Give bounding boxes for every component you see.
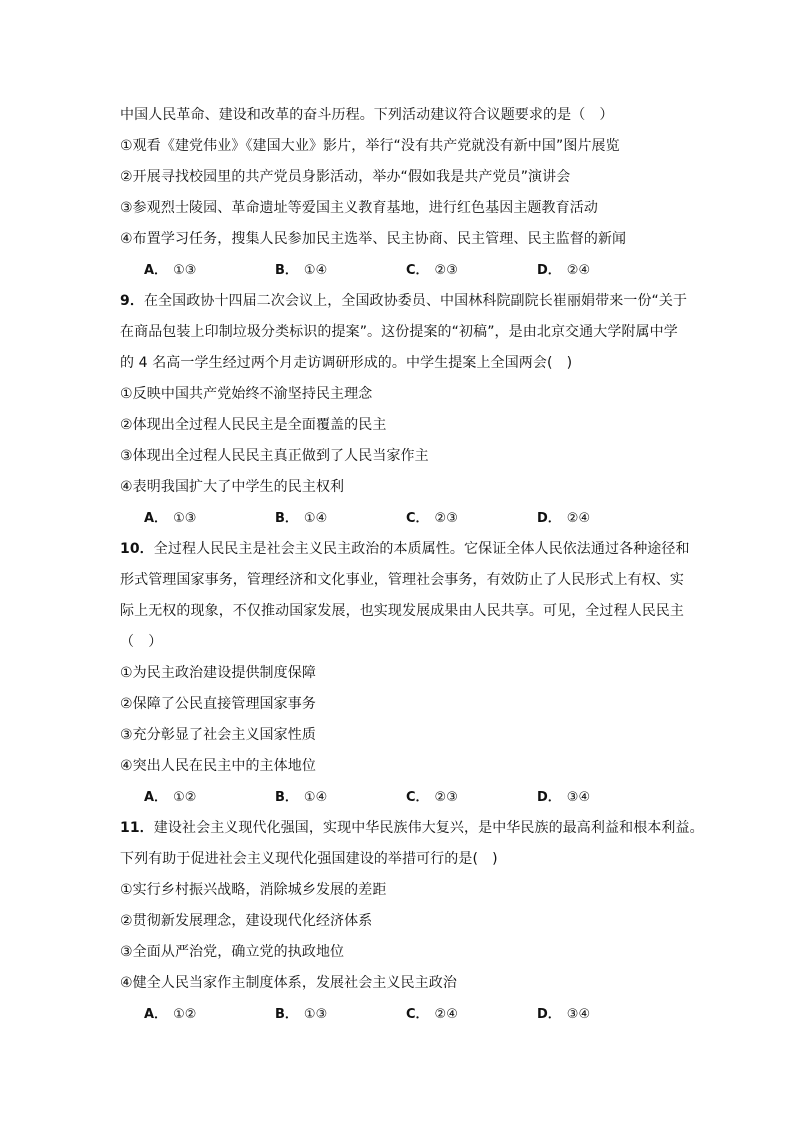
option-1: ①为民主政治建设提供制度保障 [120,665,316,681]
answer-b: B． ①④ [275,511,328,526]
answer-b: B． ①④ [275,790,328,805]
answer-choices [120,255,680,286]
question-stem-line-2: 下列有助于促进社会主义现代化强国建设的举措可行的是( ) [120,851,498,867]
option-3: ③全面从严治党，确立党的执政地位 [120,944,345,960]
answer-b: B． ①③ [275,1007,328,1022]
answer-d: D． ②④ [537,263,591,278]
answer-b: B． ①④ [275,263,328,278]
question-stem-line-2: 形式管理国家事务，管理经济和文化事业，管理社会事务，有效防止了人民形式上有权、实 [120,572,684,588]
answer-a: A． ①② [144,790,197,805]
question-stem-line-1: 9．在全国政协十四届二次会议上，全国政协委员、中国林科院副院长崔丽娟带来一份“关于 [120,293,688,309]
question-stem-line-2: 在商品包装上印制垃圾分类标识的提案”。这份提案的“初稿”，是由北京交通大学附属中学 [120,324,678,340]
answer-c: C． ②③ [406,511,458,526]
option-1: ①观看《建党伟业》《建国大业》影片，举行“没有共产党就没有新中国”图片展览 [120,138,620,154]
answer-a: A． ①③ [144,263,197,278]
question-stem: 中国人民革命、建设和改革的奋斗历程。下列活动建议符合议题要求的是（ ） [120,107,614,123]
question-number: 10． [120,541,154,557]
answer-d: D． ③④ [537,1007,591,1022]
question-stem-line-3: 的 4 名高一学生经过两个月走访调研形成的。中学生提案上全国两会( ) [120,355,573,371]
answer-choices [120,999,680,1030]
option-1: ①反映中国共产党始终不渝坚持民主理念 [120,386,373,402]
answer-a: A． ①② [144,1007,197,1022]
option-3: ③充分彰显了社会主义国家性质 [120,727,316,743]
option-2: ②保障了公民直接管理国家事务 [120,696,316,712]
option-4: ④健全人民当家作主制度体系，发展社会主义民主政治 [120,975,457,991]
option-1: ①实行乡村振兴战略，消除城乡发展的差距 [120,882,387,898]
question-10 [120,534,690,813]
option-2: ②贯彻新发展理念，建设现代化经济体系 [120,913,373,929]
option-4: ④布置学习任务，搜集人民参加民主选举、民主协商、民主管理、民主监督的新闻 [120,231,627,247]
question-11 [120,813,704,1030]
option-3: ③体现出全过程人民民主真正做到了人民当家作主 [120,448,429,464]
exam-page [120,100,704,1030]
answer-choices [120,503,680,534]
option-4: ④突出人民在民主中的主体地位 [120,758,316,774]
question-8-tail [120,100,680,286]
answer-c: C． ②④ [406,1007,458,1022]
question-9 [120,286,688,534]
option-4: ④表明我国扩大了中学生的民主权利 [120,479,345,495]
question-number: 9． [120,293,144,309]
answer-c: C． ②③ [406,790,458,805]
option-3: ③参观烈士陵园、革命遗址等爱国主义教育基地，进行红色基因主题教育活动 [120,200,598,216]
question-stem-line-1: 10．全过程人民民主是社会主义民主政治的本质属性。它保证全体人民依法通过各种途径和 [120,541,690,557]
question-number: 11． [120,820,154,836]
answer-c: C． ②③ [406,263,458,278]
option-2: ②开展寻找校园里的共产党员身影活动，举办“假如我是共产党员”演讲会 [120,169,571,185]
question-stem-line-3: 际上无权的现象，不仅推动国家发展，也实现发展成果由人民共享。可见，全过程人民民主 [120,603,684,619]
answer-choices [120,782,680,813]
answer-a: A． ①③ [144,511,197,526]
option-2: ②体现出全过程人民民主是全面覆盖的民主 [120,417,387,433]
question-stem-line-1: 11．建设社会主义现代化强国，实现中华民族伟大复兴，是中华民族的最高利益和根本利益。 [120,820,704,836]
answer-d: D． ③④ [537,790,591,805]
question-stem-line-4: （ ） [120,634,163,650]
answer-d: D． ②④ [537,511,591,526]
